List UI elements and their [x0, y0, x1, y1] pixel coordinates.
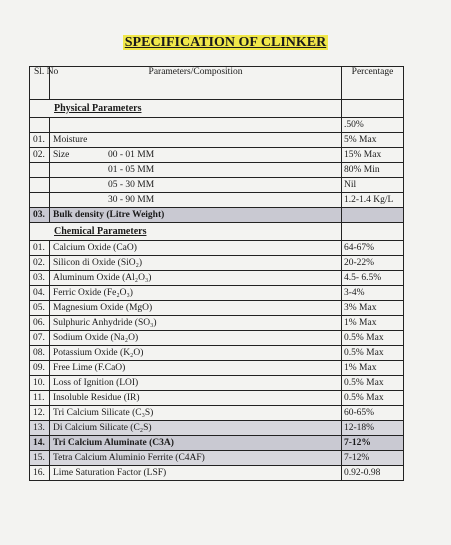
row-sl: 02.: [30, 148, 50, 163]
row-percentage: 3-4%: [342, 286, 404, 301]
header-parameters: Parameters/Composition: [50, 67, 342, 100]
table-row: [30, 376, 404, 391]
row-parameter: Loss of Ignition (LOI): [50, 376, 342, 391]
row-parameter: Potassium Oxide (K₂O): [50, 346, 342, 361]
row-percentage: 1% Max: [342, 361, 404, 376]
row-percentage: 0.5% Max: [342, 331, 404, 346]
row-sl: 09.: [30, 361, 50, 376]
row-parameter: Lime Saturation Factor (LSF): [50, 466, 342, 481]
table-row: [30, 331, 404, 346]
row-percentage: Nil: [342, 178, 404, 193]
table-row: [30, 241, 404, 256]
physical-section-row: [30, 100, 404, 118]
row-parameter: Tri Calcium Silicate (C₃S): [50, 406, 342, 421]
table-row: [30, 193, 404, 208]
physical-heading: Physical Parameters: [30, 100, 342, 118]
row-parameter: [50, 148, 342, 163]
row-sl: 05.: [30, 301, 50, 316]
chemical-heading: Chemical Parameters: [30, 223, 342, 241]
row-parameter: Di Calcium Silicate (C₂S): [50, 421, 342, 436]
table-row: [30, 118, 404, 133]
row-percentage: 20-22%: [342, 256, 404, 271]
row-sl: 14.: [30, 436, 50, 451]
row-sl: 01.: [30, 133, 50, 148]
row-sl: 02.: [30, 256, 50, 271]
row-parameter: Sodium Oxide (Na₂O): [50, 331, 342, 346]
row-sl: [30, 178, 50, 193]
table-row: [30, 286, 404, 301]
row-sl: 12.: [30, 406, 50, 421]
table-row: [30, 346, 404, 361]
row-percentage: 5% Max: [342, 133, 404, 148]
row-sl: 08.: [30, 346, 50, 361]
row-parameter: Ferric Oxide (Fe₂O₃): [50, 286, 342, 301]
row-sl: 15.: [30, 451, 50, 466]
chemical-section-row: [30, 223, 404, 241]
row-percentage: 1.2-1.4 Kg/L: [342, 193, 404, 208]
row-percentage: 0.5% Max: [342, 391, 404, 406]
row-percentage: 3% Max: [342, 301, 404, 316]
chemical-heading-blank: [342, 223, 404, 241]
table-row: [30, 451, 404, 466]
header-sl: Sl. No: [30, 67, 50, 100]
row-sl: 03.: [30, 208, 50, 223]
table-row: [30, 271, 404, 286]
clinker-spec-table: [29, 66, 404, 481]
row-parameter: [50, 163, 342, 178]
table-row: [30, 361, 404, 376]
row-sl: 11.: [30, 391, 50, 406]
table-row: [30, 256, 404, 271]
row-parameter: Aluminum Oxide (Al₂O₃): [50, 271, 342, 286]
row-percentage: 60-65%: [342, 406, 404, 421]
row-parameter: Calcium Oxide (CaO): [50, 241, 342, 256]
row-percentage: 0.92-0.98: [342, 466, 404, 481]
size-range: 00 - 01 MM: [108, 150, 155, 160]
table-row: [30, 133, 404, 148]
page-title: SPECIFICATION OF CLINKER: [124, 35, 327, 50]
row-percentage: 0.5% Max: [342, 376, 404, 391]
table-row: [30, 421, 404, 436]
table-row: [30, 208, 404, 223]
row-percentage: 12-18%: [342, 421, 404, 436]
row-percentage: 0.5% Max: [342, 346, 404, 361]
row-sl: 04.: [30, 286, 50, 301]
row-sl: 13.: [30, 421, 50, 436]
row-percentage: [342, 208, 404, 223]
row-sl: 10.: [30, 376, 50, 391]
row-parameter: [50, 208, 342, 223]
parameter-name: Size: [53, 150, 70, 160]
row-sl: [30, 163, 50, 178]
row-parameter: Silicon di Oxide (SiO₂): [50, 256, 342, 271]
row-parameter: Tetra Calcium Aluminio Ferrite (C4AF): [50, 451, 342, 466]
parameter-name: Bulk density (Litre Weight): [53, 210, 165, 220]
row-percentage: 7-12%: [342, 436, 404, 451]
table-header-row: [30, 67, 404, 100]
row-percentage: 7-12%: [342, 451, 404, 466]
row-parameter: Tri Calcium Aluminate (C3A): [50, 436, 342, 451]
row-percentage: .50%: [342, 118, 404, 133]
row-parameter: Free Lime (F.CaO): [50, 361, 342, 376]
row-sl: 16.: [30, 466, 50, 481]
row-sl: [30, 118, 50, 133]
header-percentage: Percentage: [342, 67, 404, 100]
table-row: [30, 391, 404, 406]
table-row: [30, 406, 404, 421]
row-parameter: Magnesium Oxide (MgO): [50, 301, 342, 316]
row-parameter: [50, 118, 342, 133]
row-parameter: Sulphuric Anhydride (SO₃): [50, 316, 342, 331]
table-row: [30, 163, 404, 178]
table-row: [30, 148, 404, 163]
row-percentage: 80% Min: [342, 163, 404, 178]
row-percentage: 64-67%: [342, 241, 404, 256]
table-row: [30, 301, 404, 316]
row-percentage: 4.5- 6.5%: [342, 271, 404, 286]
size-range: 01 - 05 MM: [108, 165, 155, 175]
row-percentage: 15% Max: [342, 148, 404, 163]
row-parameter: [50, 193, 342, 208]
row-sl: 01.: [30, 241, 50, 256]
row-percentage: 1% Max: [342, 316, 404, 331]
table-row: [30, 178, 404, 193]
row-sl: [30, 193, 50, 208]
table-row: [30, 466, 404, 481]
row-sl: 03.: [30, 271, 50, 286]
size-range: 30 - 90 MM: [108, 195, 155, 205]
row-parameter: [50, 178, 342, 193]
parameter-name: Moisture: [53, 135, 88, 145]
table-row: [30, 316, 404, 331]
size-range: 05 - 30 MM: [108, 180, 155, 190]
row-parameter: [50, 133, 342, 148]
row-parameter: Insoluble Residue (IR): [50, 391, 342, 406]
row-sl: 06.: [30, 316, 50, 331]
row-sl: 07.: [30, 331, 50, 346]
table-row: [30, 436, 404, 451]
